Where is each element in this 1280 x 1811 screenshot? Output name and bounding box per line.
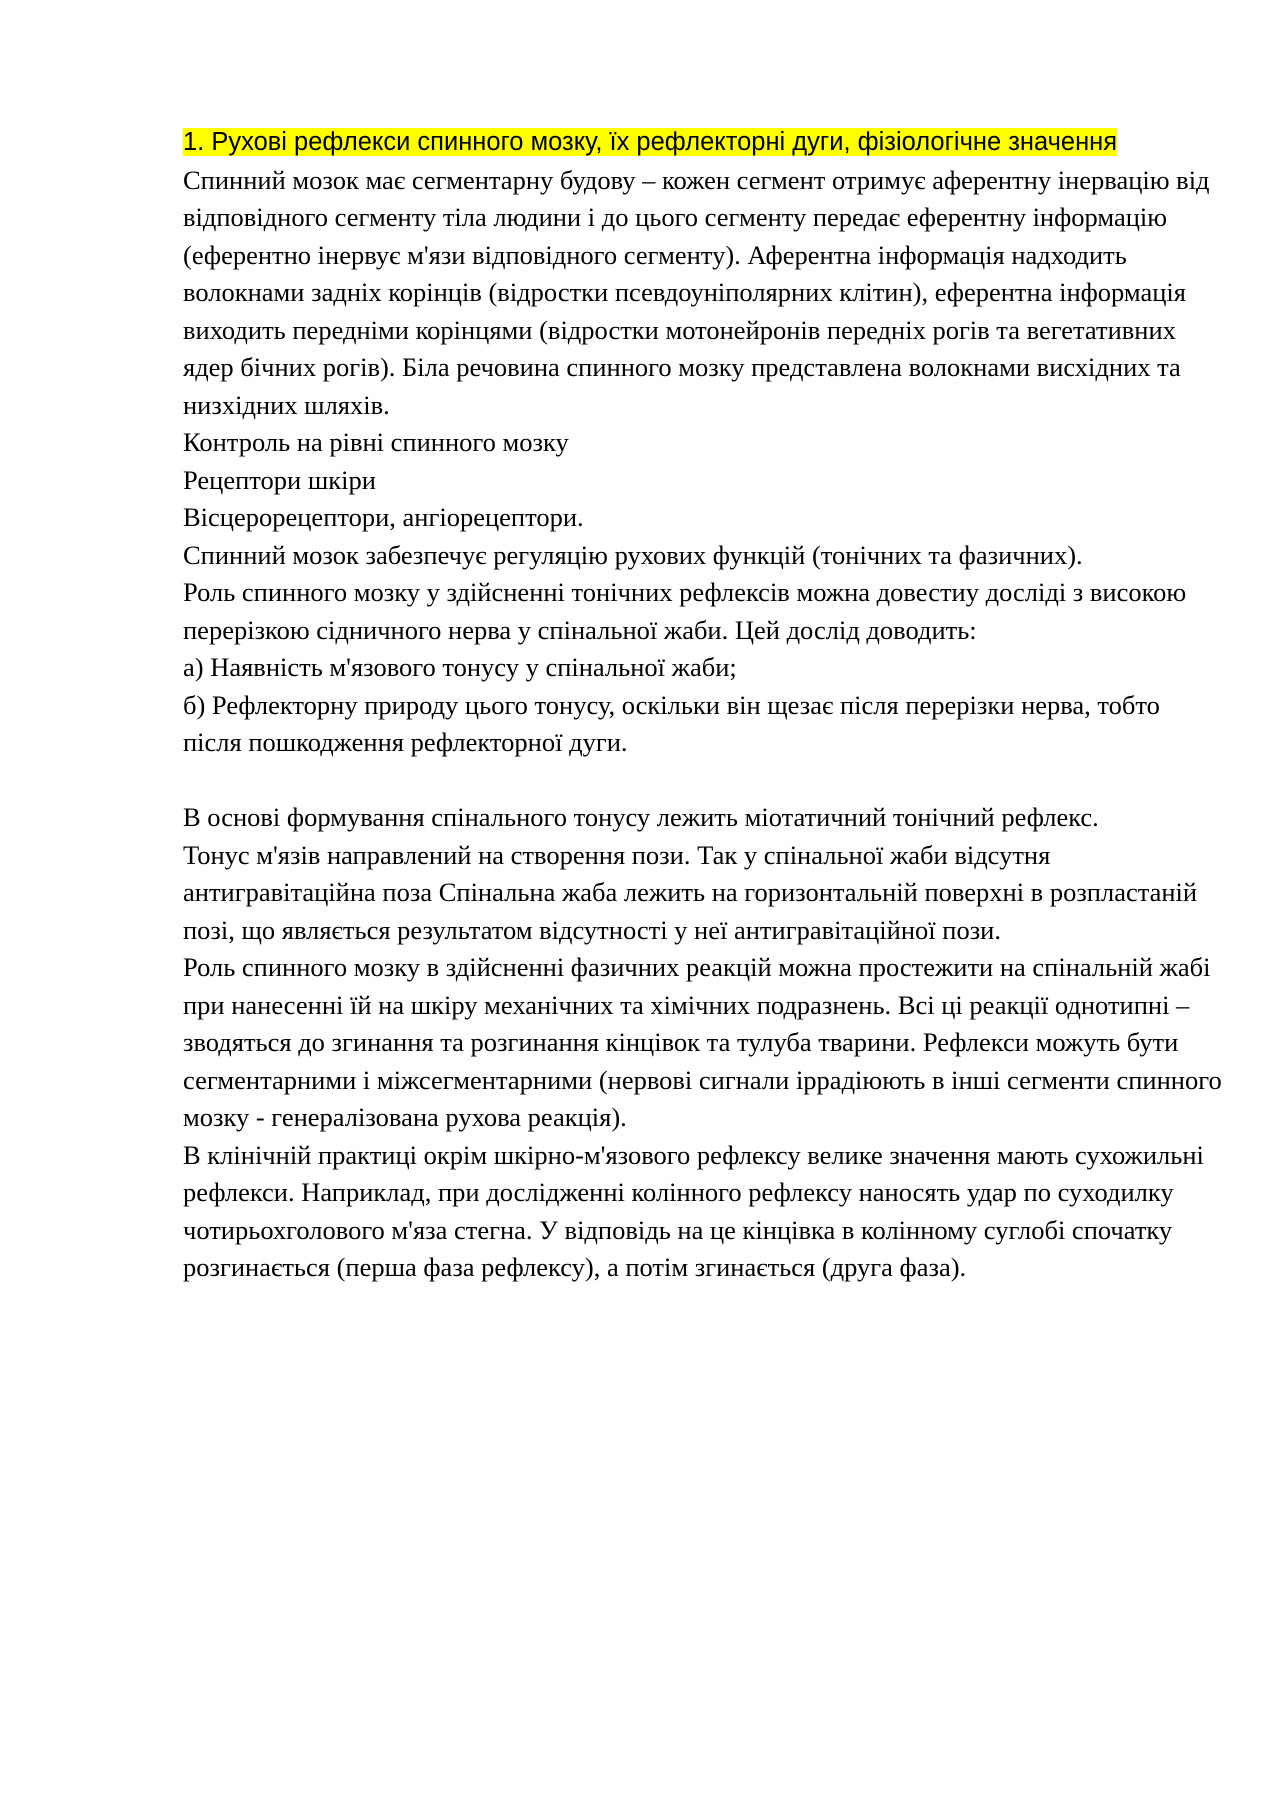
document-page (183, 124, 1223, 1287)
section-heading (183, 124, 1223, 162)
heading-highlight: 1. Рухові рефлекси спинного мозку, їх рефлекторні дуги, фізіологічне значення (183, 128, 1118, 156)
paragraph-point-a: а) Наявність м'язового тонусу у спінальної жаби; (183, 652, 737, 682)
paragraph-myotatic-reflex: В основі формування спінального тонусу лежить міотатичний тонічний рефлекс. (183, 802, 1099, 832)
blank-line (183, 762, 1223, 800)
paragraph-phasic-reactions: Роль спинного мозку в здійсненні фазичних реакцій можна простежити на спінальній жабі при нанесенні їй на шкіру механічних та хімічних подразнень. Всі ці реакції однотипні – зводяться до згинання та розгинання кінцівок та тулуба тварини. Рефлекси можуть бути сегментарними і міжсегментарними (нервові сигнали іррадіюють в інші сегменти спинного мозку - генералізована рухова реакція). (183, 952, 1222, 1132)
paragraph-point-b: б) Рефлекторну природу цього тонусу, оскільки він щезає після перерізки нерва, тобто після пошкодження рефлекторної дуги. (183, 689, 1160, 757)
paragraph-muscle-tone: Тонус м'язів направлений на створення пози. Так у спінальної жаби відсутня антигравітаційна поза Спінальна жаба лежить на горизонтальній поверхні в розпластаній позі, що являється результатом відсутності у неї антигравітаційної пози. (183, 839, 1198, 945)
paragraph-tendon-reflexes: В клінічній практиці окрім шкірно-м'язового рефлексу велике значення мають сухожильні рефлекси. Наприклад, при дослідженні колінного рефлексу наносять удар по суходилку чотирьохголового м'яза стегна. У відповідь на це кінцівка в колінному суглобі спочатку розгинається (перша фаза рефлексу), а потім згинається (друга фаза). (183, 1139, 1204, 1282)
paragraph-visceroreceptors: Вісцерорецептори, ангіорецептори. (183, 502, 584, 532)
paragraph-skin-receptors: Рецептори шкіри (183, 464, 376, 495)
paragraph-motor-regulation: Спинний мозок забезпечує регуляцію рухових функцій (тонічних та фазичних). (183, 539, 1083, 570)
paragraph-tonic-reflexes: Роль спинного мозку у здійсненні тонічних рефлексів можна довестиу досліді з високою перерізкою сідничного нерва у спінальної жаби. Цей дослід доводить: (183, 577, 1187, 645)
paragraph-segmental-structure: Спинний мозок має сегментарну будову – кожен сегмент отримує аферентну інервацію від відповідного сегменту тіла людини і до цього сегменту передає еферентну інформацію (еферентно інервує м'язи відповідного сегменту). Аферентна інформація надходить волокнами задніх корінців (відростки псевдоуніполярних клітин), еферентна інформація виходить передніми корінцями (відростки мотонейронів передніх рогів та вегетативних ядер бічних рогів). Біла речовина спинного мозку представлена волокнами висхідних та низхідних шляхів. (183, 164, 1210, 420)
paragraph-control-level: Контроль на рівні спинного мозку (183, 427, 569, 457)
